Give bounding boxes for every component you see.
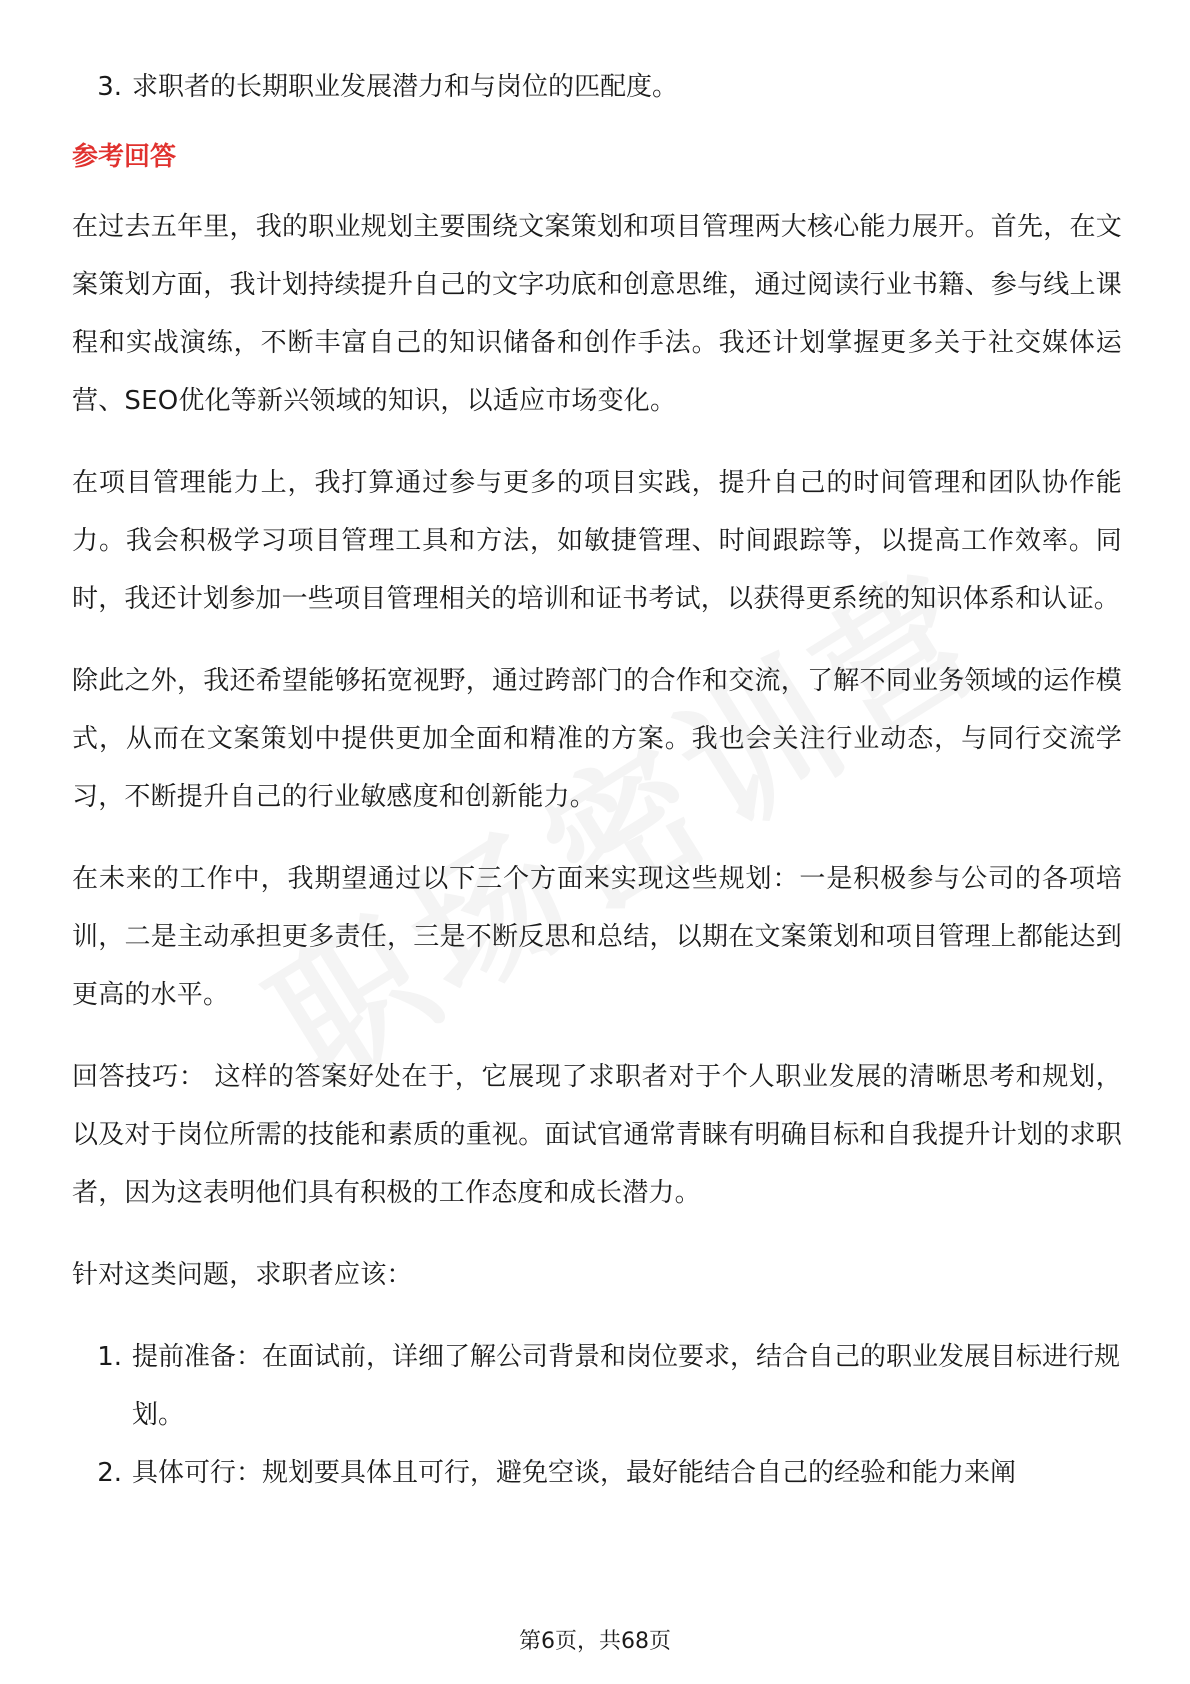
list-item: [72, 1444, 1122, 1502]
list-text: 提前准备：在面试前，详细了解公司背景和岗位要求，结合自己的职业发展目标进行规划。: [132, 1342, 1121, 1430]
paragraph: 在项目管理能力上，我打算通过参与更多的项目实践，提升自己的时间管理和团队协作能力。我会积极学习项目管理工具和方法，如敏捷管理、时间跟踪等，以提高工作效率。同时，我还计划参加一些项目管理相关的培训和证书考试，以获得更系统的知识体系和认证。: [72, 468, 1122, 614]
tips-list: [72, 1328, 1122, 1502]
paragraph: 除此之外，我还希望能够拓宽视野，通过跨部门的合作和交流，了解不同业务领域的运作模式，从而在文案策划中提供更加全面和精准的方案。我也会关注行业动态，与同行交流学习，不断提升自己的行业敏感度和创新能力。: [72, 666, 1122, 812]
paragraph: 在未来的工作中，我期望通过以下三个方面来实现这些规划：一是积极参与公司的各项培训，二是主动承担更多责任，三是不断反思和总结，以期在文案策划和项目管理上都能达到更高的水平。: [72, 864, 1122, 1010]
answer-tips-paragraph: 回答技巧： 这样的答案好处在于，它展现了求职者对于个人职业发展的清晰思考和规划，以及对于岗位所需的技能和素质的重视。面试官通常青睐有明确目标和自我提升计划的求职者，因为这表明他们具有积极的工作态度和成长潜力。: [72, 1062, 1123, 1208]
page-footer: 第6页，共68页: [519, 1629, 671, 1654]
page-content: [72, 58, 1122, 1502]
list-text: 具体可行：规划要具体且可行，避免空谈，最好能结合自己的经验和能力来阐: [132, 1458, 1017, 1488]
list-item: [72, 58, 1122, 116]
list-text: 求职者的长期职业发展潜力和与岗位的匹配度。: [132, 72, 679, 102]
paragraph: 在过去五年里，我的职业规划主要围绕文案策划和项目管理两大核心能力展开。首先，在文案策划方面，我计划持续提升自己的文字功底和创意思维，通过阅读行业书籍、参与线上课程和实战演练，不断丰富自己的知识储备和创作手法。我还计划掌握更多关于社交媒体运营、SEO优化等新兴领域的知识，以适应市场变化。: [72, 212, 1122, 416]
list-item: [72, 1328, 1122, 1444]
list-number: 3.: [97, 72, 122, 102]
list-number: 1.: [97, 1342, 122, 1372]
section-heading: 参考回答: [72, 142, 177, 172]
list-number: 2.: [97, 1458, 122, 1488]
paragraph: 针对这类问题，求职者应该：: [72, 1260, 413, 1290]
